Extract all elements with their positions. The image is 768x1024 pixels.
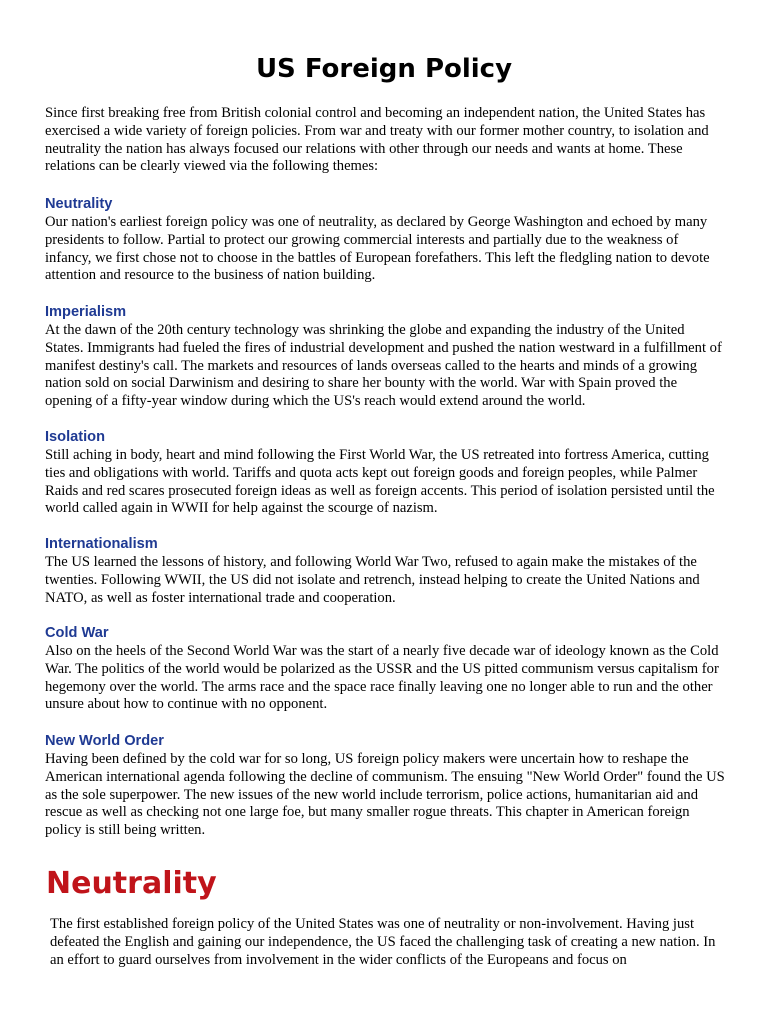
theme-new-world-order bbox=[45, 732, 725, 840]
theme-neutrality bbox=[45, 195, 725, 285]
theme-paragraph: Our nation's earliest foreign policy was one of neutrality, as declared by George Washington and echoed by many presidents to follow. Partial to protect our growing commercial interests and partially due to the weakness of infancy, we first chose not to choose in the battles of European forefathers. This left the fledgling nation to devote attention and resource to the business of nation building. bbox=[45, 214, 710, 284]
theme-heading: Neutrality bbox=[45, 196, 113, 212]
theme-heading: New World Order bbox=[45, 733, 164, 749]
section-heading: Neutrality bbox=[46, 866, 217, 901]
theme-internationalism bbox=[45, 535, 725, 607]
theme-paragraph: At the dawn of the 20th century technology was shrinking the globe and expanding the industry of the United States. Immigrants had fueled the fires of industrial development and pushed the nation westward in a fulfillment of manifest destiny's call. The markets and resources of lands overseas called to the hearts and minds of a growing nation sold on social Darwinism and desiring to share her bounty with the world. War with Spain proved the opening of a fifty-year window during which the US's reach would extend around the world. bbox=[45, 322, 722, 410]
theme-heading: Internationalism bbox=[45, 536, 158, 552]
intro-block bbox=[45, 105, 725, 176]
theme-imperialism bbox=[45, 303, 725, 411]
theme-paragraph: Still aching in body, heart and mind following the First World War, the US retreated into fortress America, cutting ties and obligations with world. Tariffs and quota acts kept out foreign goods and foreign peoples, while Palmer Raids and red scares prosecuted foreign ideas as well as foreign accents. This period of isolation persisted until the world called again in WWII for help against the scourge of nazism. bbox=[45, 447, 715, 517]
section-paragraph: The first established foreign policy of the United States was one of neutrality or non-involvement. Having just defeated the English and gaining our independence, the US faced the challenging task of creating a new nation. In an effort to guard ourselves from involvement in the wider conflicts of the Europeans and focus on bbox=[50, 916, 716, 968]
theme-heading: Imperialism bbox=[45, 304, 127, 320]
intro-paragraph: Since first breaking free from British colonial control and becoming an independent nation, the United States has exercised a wide variety of foreign policies. From war and treaty with our former mother country, to isolation and neutrality the nation has always focused our relations with other through our needs and wants at home. These relations can be clearly viewed via the following themes: bbox=[45, 105, 709, 175]
theme-paragraph: The US learned the lessons of history, and following World War Two, refused to again make the mistakes of the twenties. Following WWII, the US did not isolate and retrench, instead helping to create the United Nations and NATO, as well as foster international trade and cooperation. bbox=[45, 554, 700, 606]
theme-cold-war bbox=[45, 624, 725, 714]
theme-paragraph: Also on the heels of the Second World War was the start of a nearly five decade war of ideology known as the Cold War. The politics of the world would be polarized as the USSR and the US pitted communism versus capitalism for hegemony over the world. The arms race and the space race finally leaving one no longer able to run and the other unsure about how to continue with no opponent. bbox=[45, 643, 719, 713]
theme-heading: Cold War bbox=[45, 625, 109, 641]
page-title: US Foreign Policy bbox=[255, 54, 513, 84]
section-block bbox=[50, 916, 726, 969]
theme-isolation bbox=[45, 428, 725, 518]
theme-paragraph: Having been defined by the cold war for so long, US foreign policy makers were uncertain how to reshape the American international agenda following the decline of communism. The ensuing "New World Order" found the US as the sole superpower. The new issues of the new world include terrorism, police actions, humanitarian aid and rescue as well as checking not one large foe, but many smaller rogue threats. This chapter in American foreign policy is still being written. bbox=[45, 751, 725, 839]
theme-heading: Isolation bbox=[45, 429, 105, 445]
